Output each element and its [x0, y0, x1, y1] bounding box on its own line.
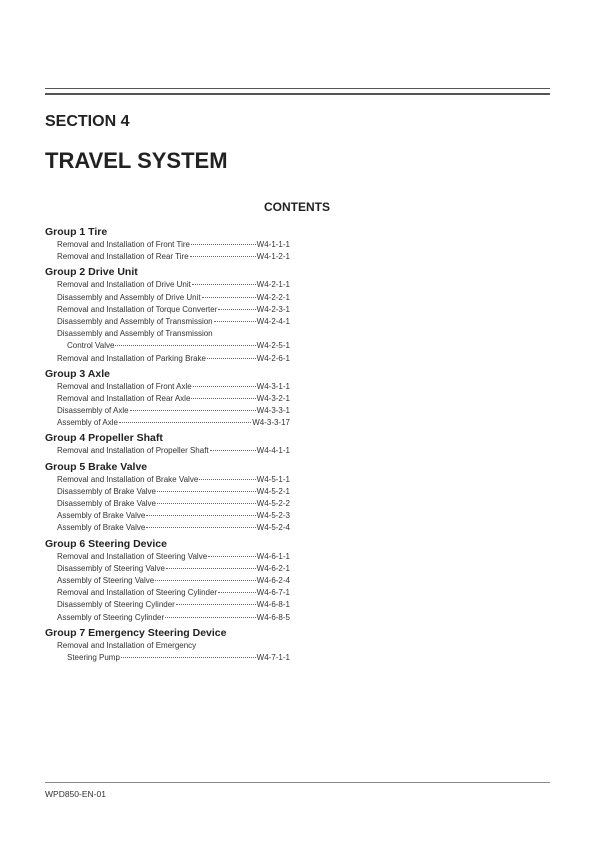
- entry-page: W4-1-2-1: [256, 252, 290, 262]
- dot-leader: [190, 256, 256, 257]
- group-title: Group 7 Emergency Steering Device: [45, 626, 227, 639]
- entry-page: W4-6-2-4: [256, 575, 290, 585]
- dot-leader: [176, 604, 256, 605]
- toc-entry[interactable]: [57, 551, 290, 563]
- dot-leader: [208, 556, 255, 557]
- entry-title: Assembly of Axle: [57, 418, 118, 428]
- entry-page: W4-7-1-1: [256, 652, 290, 662]
- toc-entry[interactable]: [57, 251, 290, 263]
- dot-leader: [218, 309, 255, 310]
- dot-leader: [165, 617, 256, 618]
- table-of-contents: [45, 226, 295, 667]
- toc-entry-continued[interactable]: Disassembly and Assembly of Transmission: [57, 329, 213, 339]
- toc-entry[interactable]: [57, 445, 290, 457]
- dot-leader: [202, 297, 256, 298]
- dot-leader: [166, 568, 256, 569]
- toc-group-5: [45, 461, 295, 535]
- section-label: SECTION 4: [45, 113, 130, 130]
- toc-entry[interactable]: [57, 510, 290, 522]
- entry-page: W4-6-1-1: [256, 551, 290, 561]
- dot-leader: [146, 515, 255, 516]
- entry-page: W4-3-1-1: [256, 381, 290, 391]
- entry-title: Removal and Installation of Steering Valve: [57, 551, 208, 561]
- toc-entry[interactable]: [57, 279, 290, 291]
- toc-entry-continued[interactable]: Removal and Installation of Emergency: [57, 640, 197, 650]
- toc-entry[interactable]: [57, 353, 290, 365]
- toc-group-4: [45, 432, 295, 457]
- entry-page: W4-2-6-1: [256, 353, 290, 363]
- toc-entry[interactable]: [57, 393, 290, 405]
- toc-entry[interactable]: [57, 417, 290, 429]
- toc-entry[interactable]: [67, 340, 290, 352]
- toc-entry[interactable]: [57, 316, 290, 328]
- entry-page: W4-5-2-1: [256, 486, 290, 496]
- toc-entry[interactable]: [57, 522, 290, 534]
- dot-leader: [199, 479, 255, 480]
- toc-group-1: [45, 226, 295, 263]
- dot-leader: [115, 345, 255, 346]
- group-title: Group 4 Propeller Shaft: [45, 432, 163, 445]
- entry-title: Disassembly of Steering Valve: [57, 563, 165, 573]
- group-title: Group 1 Tire: [45, 226, 108, 238]
- entry-title: Assembly of Brake Valve: [57, 523, 146, 533]
- entry-title: Removal and Installation of Drive Unit: [57, 280, 191, 290]
- entry-title: Removal and Installation of Steering Cylinder: [57, 588, 218, 598]
- toc-entry[interactable]: [57, 381, 290, 393]
- toc-entry[interactable]: [67, 652, 290, 664]
- toc-group-2: [45, 266, 295, 364]
- dot-leader: [119, 422, 251, 423]
- contents-heading: CONTENTS: [264, 200, 330, 214]
- group-title: Group 3 Axle: [45, 367, 110, 380]
- entry-title: Assembly of Brake Valve: [57, 511, 146, 521]
- footer-rule: [45, 782, 550, 783]
- entry-title: Removal and Installation of Brake Valve: [57, 474, 199, 484]
- toc-group-7: [45, 627, 295, 664]
- entry-title: Removal and Installation of Torque Converter: [57, 304, 218, 314]
- entry-page: W4-6-2-1: [256, 563, 290, 573]
- toc-entry[interactable]: [57, 599, 290, 611]
- entry-page: W4-5-2-2: [256, 499, 290, 508]
- entry-page: W4-2-4-1: [256, 316, 290, 326]
- toc-entry[interactable]: [57, 405, 290, 417]
- toc-entry[interactable]: [57, 563, 290, 575]
- entry-page: W4-6-8-5: [256, 612, 290, 622]
- entry-title: Control Valve: [67, 341, 115, 351]
- entry-title: Disassembly of Brake Valve: [57, 499, 156, 508]
- page-title: TRAVEL SYSTEM: [45, 148, 228, 173]
- entry-title: Removal and Installation of Rear Tire: [57, 252, 189, 262]
- dot-leader: [218, 592, 256, 593]
- dot-leader: [214, 321, 256, 322]
- dot-leader: [157, 491, 256, 492]
- group-title: Group 2 Drive Unit: [45, 266, 138, 279]
- entry-page: W4-5-2-4: [256, 523, 290, 533]
- toc-entry[interactable]: [57, 498, 290, 510]
- entry-title: Disassembly of Axle: [57, 406, 129, 416]
- toc-group-3: [45, 368, 295, 430]
- entry-page: W4-2-3-1: [256, 304, 290, 314]
- toc-entry[interactable]: [57, 239, 290, 251]
- dot-leader: [155, 580, 255, 581]
- entry-title: Assembly of Steering Valve: [57, 575, 155, 585]
- entry-page: W4-2-5-1: [256, 341, 290, 351]
- entry-page: W4-3-3-17: [252, 418, 290, 428]
- entry-title: Assembly of Steering Cylinder: [57, 612, 165, 622]
- dot-leader: [210, 450, 256, 451]
- entry-page: W4-4-1-1: [256, 446, 290, 456]
- entry-title: Disassembly and Assembly of Transmission: [57, 316, 213, 326]
- dot-leader: [207, 358, 256, 359]
- entry-page: W4-3-2-1: [256, 393, 290, 403]
- entry-page: W4-6-8-1: [256, 600, 290, 610]
- dot-leader: [191, 244, 256, 245]
- dot-leader: [157, 503, 256, 504]
- entry-page: W4-5-2-3: [256, 511, 290, 521]
- group-title: Group 6 Steering Device: [45, 537, 167, 550]
- toc-entry[interactable]: [57, 486, 290, 498]
- dot-leader: [191, 398, 255, 399]
- toc-entry[interactable]: [57, 575, 290, 587]
- footer-doc-code: WPD850-EN-01: [45, 789, 106, 799]
- toc-entry[interactable]: [57, 304, 290, 316]
- dot-leader: [130, 410, 256, 411]
- entry-title: Removal and Installation of Rear Axle: [57, 393, 191, 403]
- entry-page: W4-1-1-1: [256, 240, 290, 249]
- entry-page: W4-2-2-1: [256, 292, 290, 302]
- entry-title: Disassembly and Assembly of Drive Unit: [57, 292, 201, 302]
- entry-title: Removal and Installation of Parking Brake: [57, 353, 206, 363]
- group-title: Group 5 Brake Valve: [45, 460, 148, 473]
- dot-leader: [193, 386, 256, 387]
- dot-leader: [121, 657, 256, 658]
- entry-title: Removal and Installation of Front Tire: [57, 240, 190, 249]
- entry-title: Removal and Installation of Propeller Shaft: [57, 446, 209, 456]
- entry-page: W4-3-3-1: [256, 406, 290, 416]
- entry-page: W4-2-1-1: [256, 280, 290, 290]
- toc-entry[interactable]: [57, 612, 290, 624]
- entry-title: Removal and Installation of Front Axle: [57, 381, 192, 391]
- toc-entry[interactable]: [57, 474, 290, 486]
- top-double-rule: [45, 88, 550, 95]
- dot-leader: [146, 527, 255, 528]
- dot-leader: [192, 284, 256, 285]
- toc-group-6: [45, 538, 295, 624]
- entry-title: Disassembly of Steering Cylinder: [57, 600, 175, 610]
- entry-page: W4-5-1-1: [256, 474, 290, 484]
- toc-entry[interactable]: [57, 292, 290, 304]
- entry-title: Steering Pump: [67, 652, 120, 662]
- entry-page: W4-6-7-1: [256, 588, 290, 598]
- toc-entry[interactable]: [57, 587, 290, 599]
- entry-title: Disassembly of Brake Valve: [57, 486, 156, 496]
